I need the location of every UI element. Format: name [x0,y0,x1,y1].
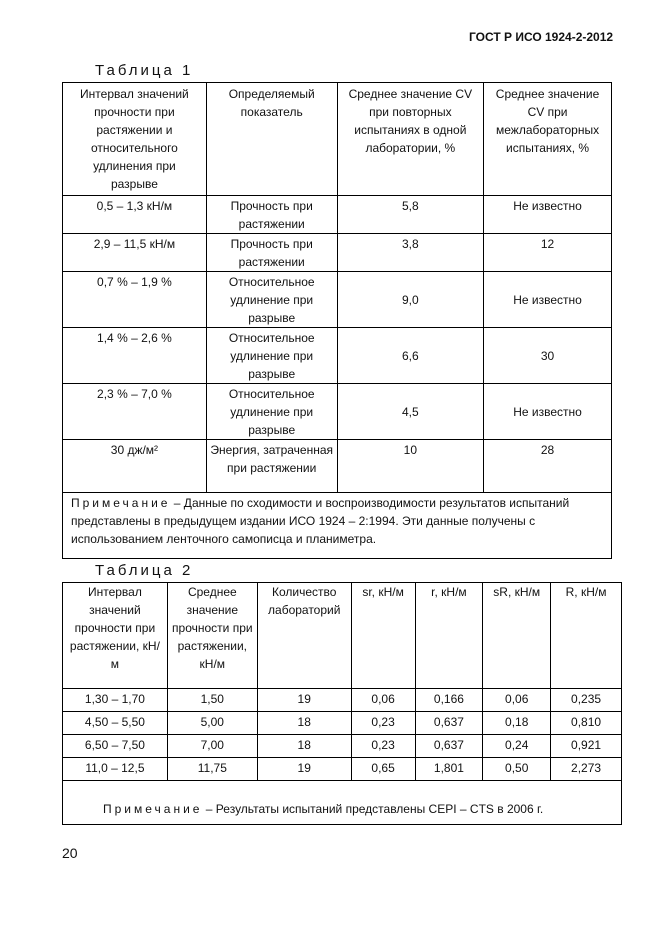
table-cell: 5,00 [167,712,257,735]
table-cell: 6,50 – 7,50 [63,735,168,758]
table-cell: 10 [337,440,484,493]
table2-header-cell: Количество лабораторий [257,583,351,689]
table-cell: 18 [257,712,351,735]
table1 [62,82,612,559]
table-cell: 1,4 % – 2,6 % [63,328,207,384]
table1-header-cell [337,83,484,196]
table2-header-cell: Интервал значений прочности при растяжении, кН/м [63,583,168,689]
table2-header-cell: sr, кН/м [351,583,415,689]
table-cell: 3,8 [337,234,484,272]
table-cell: 1,50 [167,689,257,712]
table-cell: 5,8 [337,196,484,234]
table1-header-row [63,83,612,196]
table-cell: 4,50 – 5,50 [63,712,168,735]
table-cell: 19 [257,758,351,781]
table-cell: 0,23 [351,735,415,758]
table2-header-cell: Среднее значение прочности при растяжении, кН/м [167,583,257,689]
table-cell: 19 [257,689,351,712]
table-row [63,196,612,234]
table2 [62,582,622,825]
table-row [63,328,612,384]
table-cell: 0,50 [483,758,551,781]
table-cell: 28 [484,440,612,493]
table-cell: 0,06 [483,689,551,712]
table-cell: 2,9 – 11,5 кН/м [63,234,207,272]
table-row [63,735,622,758]
table-cell: Относительное удлинение при разрыве [206,272,337,328]
table-cell: 0,810 [551,712,622,735]
table-cell: 0,24 [483,735,551,758]
table-cell: Прочность при растяжении [206,196,337,234]
table-cell: 0,637 [415,735,483,758]
header-text: Среднее значение CV при межлабораторных испытаниях, % [495,87,600,155]
table-cell: 1,30 – 1,70 [63,689,168,712]
table-cell: 6,6 [337,328,484,384]
table-cell: 30 дж/м² [63,440,207,493]
table-cell: 11,0 – 12,5 [63,758,168,781]
table-cell: Не известно [484,384,612,440]
table-cell: 30 [484,328,612,384]
table-cell: 0,637 [415,712,483,735]
table-note-row [63,493,612,559]
table-cell: 12 [484,234,612,272]
table1-header-cell [484,83,612,196]
table1-caption: Таблица 1 [95,62,194,79]
table-row [63,272,612,328]
table-cell: 0,7 % – 1,9 % [63,272,207,328]
table-cell: 0,18 [483,712,551,735]
table-cell: 18 [257,735,351,758]
table-row [63,689,622,712]
table2-header-row [63,583,622,689]
table-row [63,758,622,781]
table-row [63,712,622,735]
table-cell: Не известно [484,272,612,328]
table2-header-cell: R, кН/м [551,583,622,689]
table2-caption: Таблица 2 [95,562,194,579]
table2-header-cell: sR, кН/м [483,583,551,689]
table-cell: Относительное удлинение при разрыве [206,384,337,440]
table-cell: 11,75 [167,758,257,781]
table-cell: Прочность при растяжении [206,234,337,272]
table-cell: 0,166 [415,689,483,712]
table1-note [63,493,612,559]
table-cell: Относительное удлинение при разрыве [206,328,337,384]
table1-header-cell: Определяемый показатель [206,83,337,196]
table-cell: 0,235 [551,689,622,712]
note-text: – Данные по сходимости и воспроизводимости результатов испытаний представлены в предыдущем издании ИСО 1924 – 2:1994. Эти данные получены с использованием ленточного самописца и планиметра. [71,496,570,546]
table2-note [63,781,622,825]
table-cell: 2,273 [551,758,622,781]
table-note-row [63,781,622,825]
table-cell: 0,5 – 1,3 кН/м [63,196,207,234]
table-cell: 0,23 [351,712,415,735]
table2-header-cell: r, кН/м [415,583,483,689]
table-cell: 2,3 % – 7,0 % [63,384,207,440]
table-cell: 7,00 [167,735,257,758]
table-cell: 9,0 [337,272,484,328]
table-row [63,384,612,440]
note-label: Примечание [103,802,203,816]
table-cell: Энергия, затраченная при растяжении [206,440,337,493]
table-cell: 0,06 [351,689,415,712]
table-row [63,440,612,493]
table-cell: Не известно [484,196,612,234]
table1-header-cell: Интервал значений прочности при растяжении и относительного удлинения при разрыве [63,83,207,196]
header-text: Среднее значение CV при повторных испытаниях в одной лаборатории, % [348,87,473,155]
page-number: 20 [62,845,78,861]
note-text: – Результаты испытаний представлены CEPI – CTS в 2006 г. [202,802,544,816]
document-code: ГОСТ Р ИСО 1924-2-2012 [469,30,614,44]
table-row [63,234,612,272]
table-cell: 0,921 [551,735,622,758]
note-label: Примечание [71,496,171,510]
table-cell: 1,801 [415,758,483,781]
table-cell: 0,65 [351,758,415,781]
table-cell: 4,5 [337,384,484,440]
